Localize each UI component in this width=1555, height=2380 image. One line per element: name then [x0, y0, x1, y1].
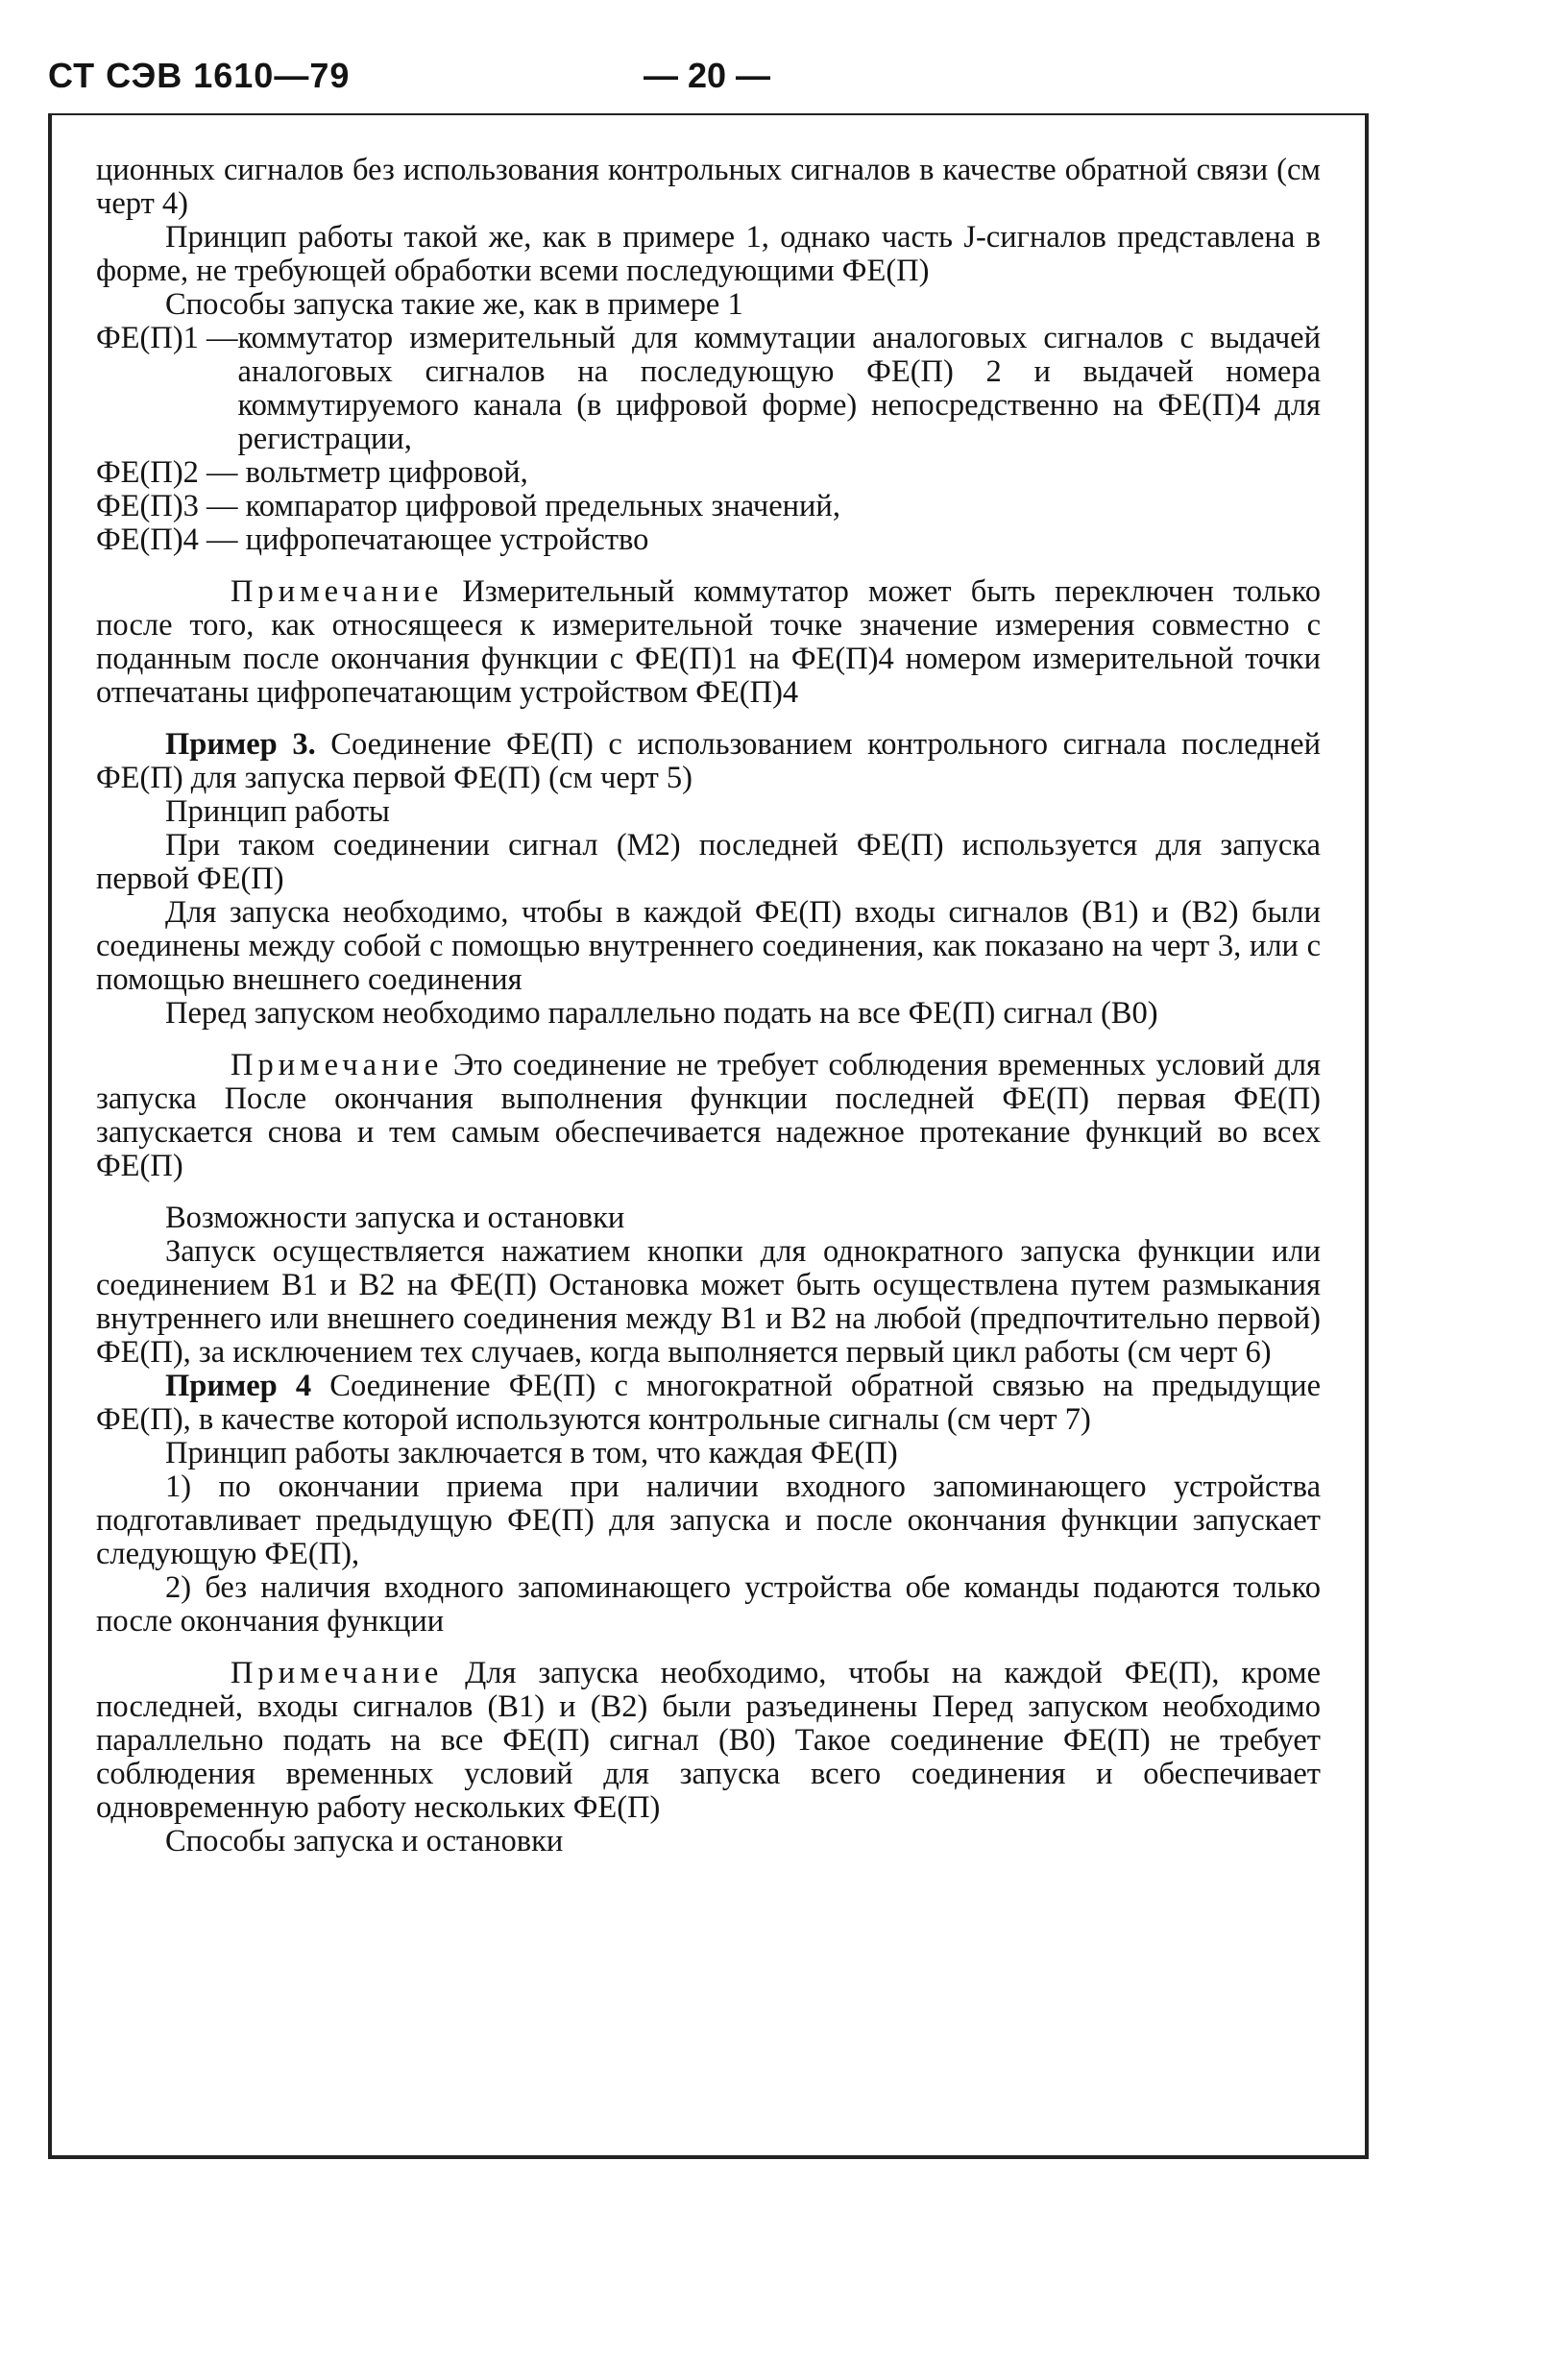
definition-term: ФЕ(П)1 — — [96, 321, 238, 355]
definition-item: ФЕ(П)2 — вольтметр цифровой, — [96, 455, 528, 490]
note-text: Измерительный коммутатор может быть переключен только после того, как относящееся к измерительной точке значение измерения совместно с поданным после окончания функции с ФЕ(П)1 на ФЕ(П)4 номером измерительной точки отпечатаны цифропечатающим устройством ФЕ(П)4 — [96, 574, 1321, 710]
note — [96, 1049, 1321, 1183]
paragraph: Принцип работы заключается в том, что каждая ФЕ(П) — [165, 1436, 898, 1470]
document-code: СТ СЭВ 1610—79 — [48, 56, 351, 95]
paragraph: Способы запуска и остановки — [165, 1824, 564, 1858]
example-heading — [96, 728, 1321, 795]
paragraph: Для запуска необходимо, чтобы в каждой ФЕ(П) входы сигналов (В1) и (В2) были соединены между собой с помощью внутреннего соединения, как показано на черт 3, или с помощью внешнего соединения — [96, 895, 1321, 997]
example-label: Пример 3. — [165, 727, 316, 762]
note-label: Примечание — [231, 1656, 444, 1690]
definition-item: ФЕ(П)4 — цифропечатающее устройство — [96, 522, 649, 557]
note-label: Примечание — [231, 574, 444, 609]
example-text: Соединение ФЕ(П) с использованием контрольного сигнала последней ФЕ(П) для запуска первой ФЕ(П) (см черт 5) — [96, 727, 1322, 795]
paragraph: Запуск осуществляется нажатием кнопки для однократного запуска функции или соединением В1 и В2 на ФЕ(П) Остановка может быть осуществлена путем размыкания внутреннего или внешнего соединения между В1 и В2 на любой (предпочтительно первой) ФЕ(П), за исключением тех случаев, когда выполняется первый цикл работы (см черт 6) — [96, 1234, 1321, 1370]
example-text: Соединение ФЕ(П) с многократной обратной связью на предыдущие ФЕ(П), в качестве которой используются контрольные сигналы (см черт 7) — [96, 1369, 1322, 1437]
list-item: 1) по окончании приема при наличии входного запоминающего устройства подготавливает предыдущую ФЕ(П) для запуска и после окончания функции запускает следующую ФЕ(П), — [96, 1469, 1321, 1571]
note — [96, 1657, 1321, 1825]
page-header — [48, 56, 1373, 104]
paragraph: ционных сигналов без использования контрольных сигналов в качестве обратной связи (см черт 4) — [96, 153, 1321, 221]
list-item: 2) без наличия входного запоминающего устройства обе команды подаются только после окончания функции — [96, 1570, 1321, 1639]
example-heading — [96, 1370, 1321, 1437]
example-label: Пример 4 — [165, 1369, 312, 1403]
note-text: Это соединение не требует соблюдения временных условий для запуска После окончания выполнения функции последней ФЕ(П) первая ФЕ(П) запускается снова и тем самым обеспечивается надежное протекание функций во всех ФЕ(П) — [96, 1048, 1321, 1183]
paragraph: Способы запуска такие же, как в примере 1 — [165, 287, 743, 322]
definition-item: ФЕ(П)3 — компаратор цифровой предельных значений, — [96, 489, 840, 523]
note — [96, 575, 1321, 710]
note-text: Для запуска необходимо, чтобы на каждой ФЕ(П), кроме последней, входы сигналов (В1) и (В2) были разъединены Перед запуском необходимо параллельно подать на все ФЕ(П) сигнал (В0) Такое соединение ФЕ(П) не требует соблюдения временных условий для запуска всего соединения и обеспечивает одновременную работу нескольких ФЕ(П) — [96, 1656, 1321, 1825]
page-number: — 20 — — [644, 56, 771, 95]
definition-item — [96, 322, 1321, 456]
paragraph: Принцип работы — [165, 794, 390, 829]
definition-description: коммутатор измерительный для коммутации аналоговых сигналов с выдачей аналоговых сигналов на последующую ФЕ(П) 2 и выдачей номера коммутируемого канала (в цифровой форме) непосредственно на ФЕ(П)4 для регистрации, — [237, 321, 1321, 456]
paragraph: Принцип работы такой же, как в примере 1, однако часть J-сигналов представлена в форме, не требующей обработки всеми последующими ФЕ(П) — [96, 220, 1321, 288]
paragraph: Перед запуском необходимо параллельно подать на все ФЕ(П) сигнал (В0) — [165, 996, 1158, 1031]
paragraph: Возможности запуска и остановки — [165, 1201, 625, 1235]
page-body — [96, 154, 1321, 1858]
paragraph: При таком соединении сигнал (М2) последней ФЕ(П) используется для запуска первой ФЕ(П) — [96, 828, 1321, 896]
note-label: Примечание — [231, 1048, 444, 1082]
